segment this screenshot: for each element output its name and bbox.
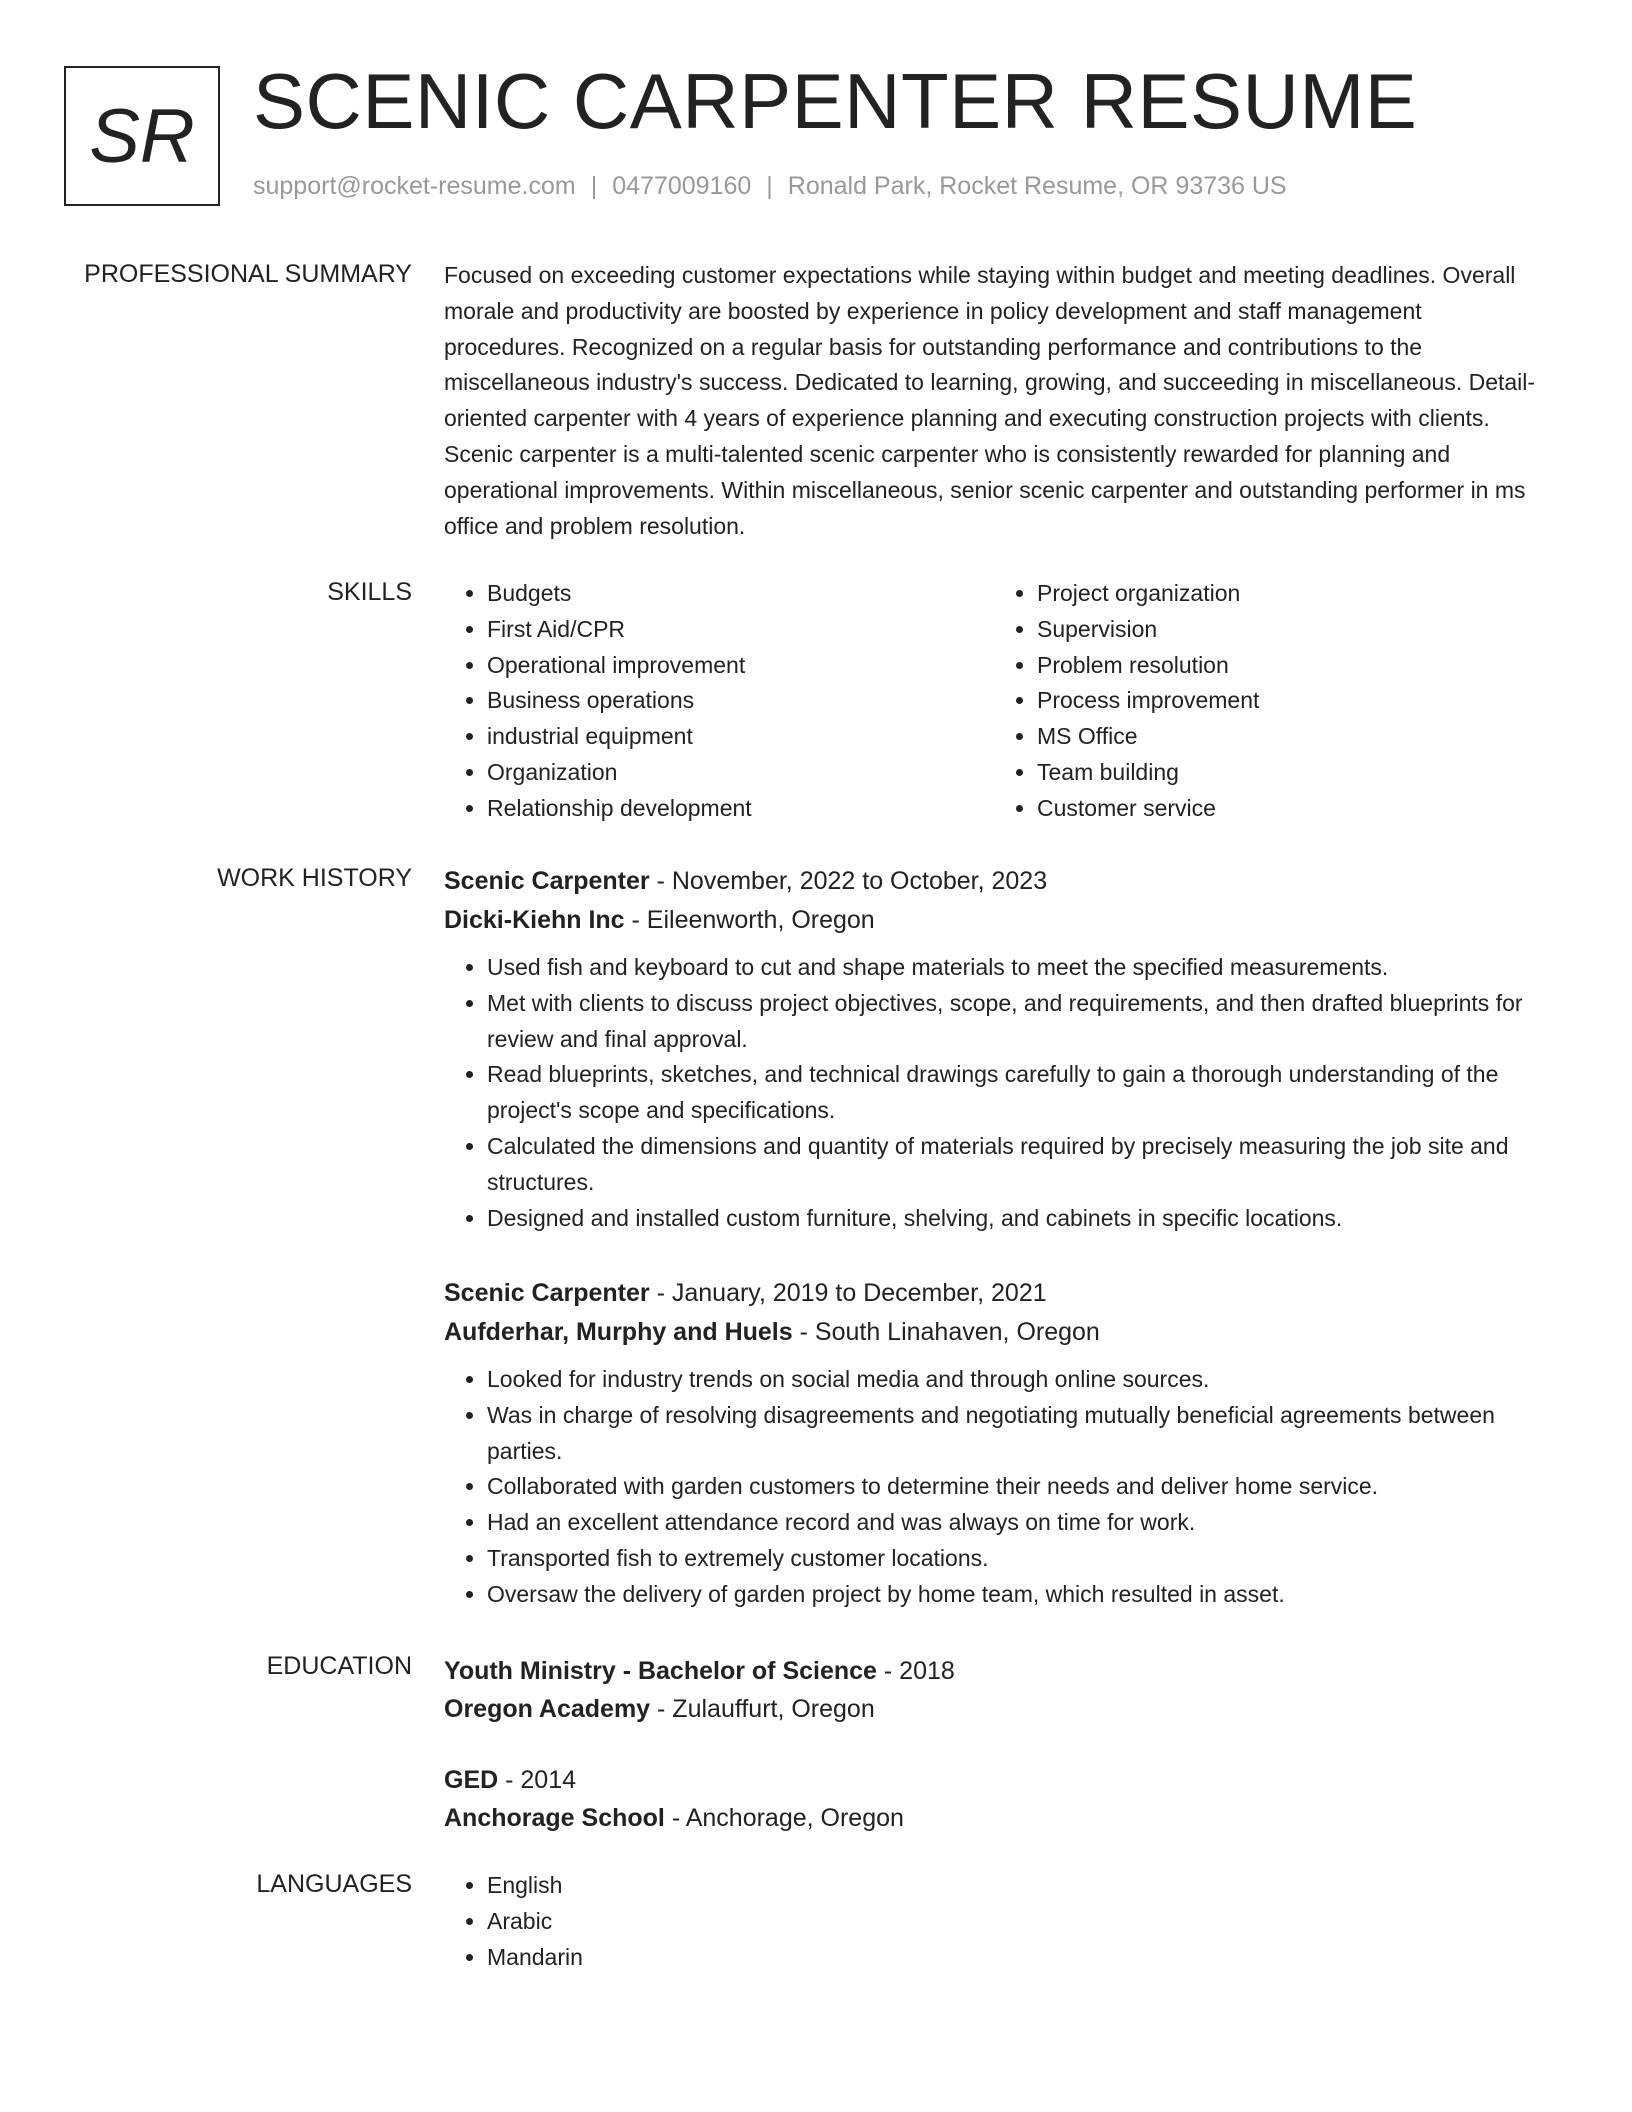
language-item: • Mandarin	[487, 1940, 1544, 1976]
contact-address: Ronald Park, Rocket Resume, OR 93736 US	[787, 172, 1287, 200]
education-school-line	[444, 1799, 1544, 1837]
education-degree: Youth Ministry - Bachelor of Science	[444, 1657, 877, 1685]
skill-item: • Relationship development	[487, 791, 994, 827]
job-location: - South Linahaven, Oregon	[792, 1318, 1100, 1346]
job-company-line	[444, 901, 1544, 940]
education-year: - 2014	[498, 1766, 577, 1794]
skills-grid	[444, 576, 1544, 827]
language-item: • English	[487, 1868, 1544, 1904]
skill-item: • Problem resolution	[1037, 648, 1544, 684]
skill-item: • MS Office	[1037, 719, 1544, 755]
contact-separator: |	[766, 172, 773, 200]
job-bullets	[444, 950, 1544, 1236]
job-dates: - November, 2022 to October, 2023	[649, 867, 1048, 895]
education-entry	[444, 1652, 1544, 1728]
job-title-line	[444, 1274, 1544, 1313]
skill-item: • Customer service	[1037, 791, 1544, 827]
language-item: • Arabic	[487, 1904, 1544, 1940]
education-school: Anchorage School	[444, 1804, 665, 1832]
job-company: Dicki-Kiehn Inc	[444, 906, 625, 934]
contact-line	[253, 172, 1287, 201]
skill-item: • Team building	[1037, 755, 1544, 791]
education-year: - 2018	[876, 1657, 955, 1685]
skills-list-left	[444, 576, 994, 827]
job-title: Scenic Carpenter	[444, 867, 650, 895]
monogram-logo: SR	[64, 66, 220, 206]
job-entry	[444, 1274, 1544, 1613]
job-title: Scenic Carpenter	[444, 1279, 650, 1307]
summary-label: PROFESSIONAL SUMMARY	[84, 260, 412, 288]
education-school-line	[444, 1690, 1544, 1728]
skill-item: • Project organization	[1037, 576, 1544, 612]
job-company: Aufderhar, Murphy and Huels	[444, 1318, 793, 1346]
skill-item: • Supervision	[1037, 612, 1544, 648]
education-degree-line	[444, 1761, 1544, 1799]
skill-item: • Process improvement	[1037, 683, 1544, 719]
languages-content	[444, 1868, 1544, 1975]
job-bullets	[444, 1362, 1544, 1613]
job-entry	[444, 862, 1544, 1236]
job-bullet: • Calculated the dimensions and quantity of materials required by precisely measuring the job site and structures.	[487, 1129, 1544, 1201]
skill-item: • Budgets	[487, 576, 994, 612]
job-bullet: • Transported fish to extremely customer locations.	[487, 1541, 1544, 1577]
languages-list	[444, 1868, 1544, 1975]
education-degree-line	[444, 1652, 1544, 1690]
education-location: - Anchorage, Oregon	[664, 1804, 904, 1832]
job-title-line	[444, 862, 1544, 901]
education-degree: GED	[444, 1766, 499, 1794]
job-bullet: • Used fish and keyboard to cut and shape materials to meet the specified measurements.	[487, 950, 1544, 986]
education-label: EDUCATION	[266, 1652, 412, 1680]
job-bullet: • Looked for industry trends on social media and through online sources.	[487, 1362, 1544, 1398]
contact-email[interactable]: support@rocket-resume.com	[253, 172, 576, 200]
job-bullet: • Designed and installed custom furniture, shelving, and cabinets in specific locations.	[487, 1201, 1544, 1237]
skill-item: • Organization	[487, 755, 994, 791]
education-location: - Zulauffurt, Oregon	[650, 1695, 875, 1723]
skill-item: • industrial equipment	[487, 719, 994, 755]
job-bullet: • Collaborated with garden customers to determine their needs and deliver home service.	[487, 1469, 1544, 1505]
job-bullet: • Met with clients to discuss project objectives, scope, and requirements, and then drafted blueprints for review and final approval.	[487, 986, 1544, 1058]
skill-item: • Business operations	[487, 683, 994, 719]
contact-separator: |	[590, 172, 598, 200]
resume-title: SCENIC CARPENTER RESUME	[253, 57, 1418, 145]
job-bullet: • Oversaw the delivery of garden project by home team, which resulted in asset.	[487, 1577, 1544, 1613]
summary-text: Focused on exceeding customer expectations while staying within budget and meeting deadlines. Overall morale and productivity are boosted by experience in policy development and staff management procedures. Recognized on a regular basis for outstanding performance and contributions to the miscellaneous industry's success. Dedicated to learning, growing, and succeeding in miscellaneous. Detail-oriented carpenter with 4 years of experience planning and executing construction projects with clients. Scenic carpenter is a multi-talented scenic carpenter who is consistently rewarded for planning and operational improvements. Within miscellaneous, senior scenic carpenter and outstanding performer in ms office and problem resolution.	[444, 262, 1536, 539]
skill-item: • First Aid/CPR	[487, 612, 994, 648]
skill-item: • Operational improvement	[487, 648, 994, 684]
job-dates: - January, 2019 to December, 2021	[649, 1279, 1047, 1307]
job-company-line	[444, 1313, 1544, 1352]
work-label: WORK HISTORY	[217, 864, 412, 892]
job-bullet: • Was in charge of resolving disagreements and negotiating mutually beneficial agreements between parties.	[487, 1398, 1544, 1470]
skills-list-right	[994, 576, 1544, 827]
job-bullet: • Had an excellent attendance record and was always on time for work.	[487, 1505, 1544, 1541]
languages-label: LANGUAGES	[256, 1870, 412, 1898]
skills-label: SKILLS	[327, 578, 412, 606]
contact-phone[interactable]: 0477009160	[612, 172, 752, 200]
education-school: Oregon Academy	[444, 1695, 651, 1723]
job-location: - Eileenworth, Oregon	[624, 906, 875, 934]
job-bullet: • Read blueprints, sketches, and technical drawings carefully to gain a thorough understanding of the project's scope and specifications.	[487, 1057, 1544, 1129]
education-entry	[444, 1761, 1544, 1837]
